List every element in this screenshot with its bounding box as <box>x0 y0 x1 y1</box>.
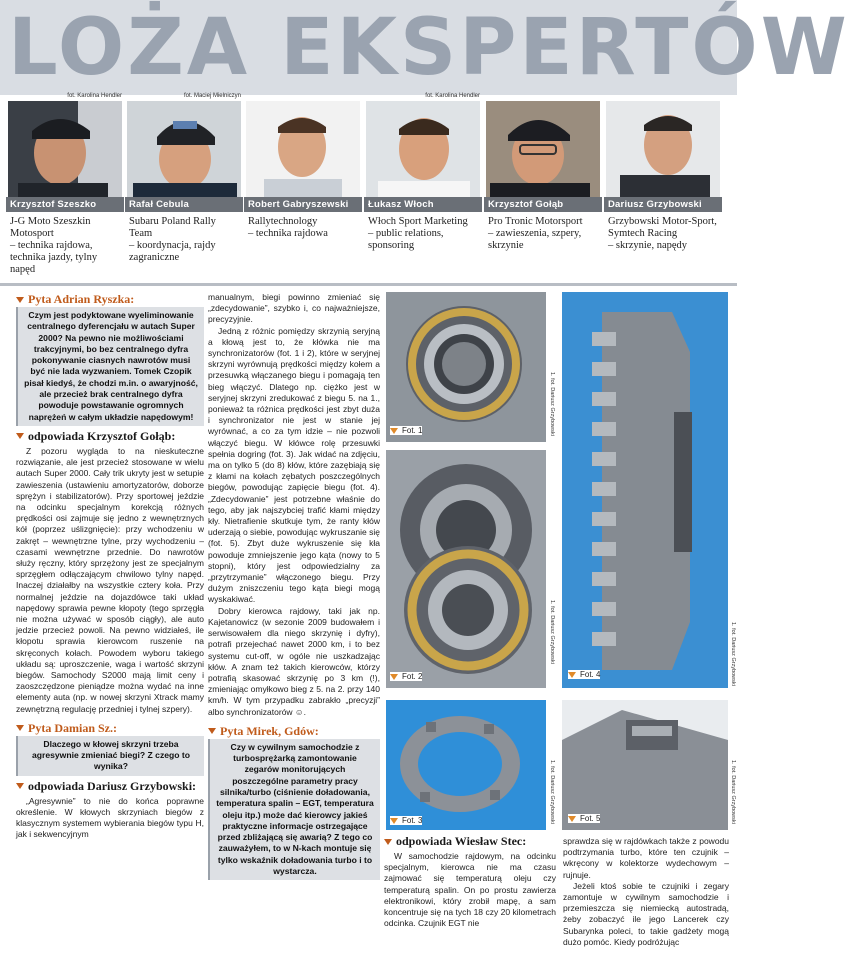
expert-role: – skrzynie, napędy <box>608 240 688 251</box>
expert-role: – public relations, sponsoring <box>368 228 444 251</box>
question-asker: Pyta Mirek, Gdów: <box>208 724 380 739</box>
expert-name-bar <box>604 197 722 212</box>
expert-name: Krzysztof Szeszko <box>10 199 97 210</box>
expert-card <box>244 95 362 285</box>
expert-role: – technika rajdowa, technika jazdy, tylny napęd <box>10 240 98 275</box>
answer-text: Dobry kierowca rajdowy, taki jak np. Kajetanowicz (w sezonie 2009 budowałem i serwisowałem dla niego skrzynię i dyfry), potrafi przejechać nawet 2000 km, i to bez systemu cut-off, w ogóle nie uszkadzając kłów. A znam też takich kierowców, którzy potrafią skasować skrzynię po 3 km (!), zmieniając omyłkowo bieg z 5. na 2. przy 140 km/h. W tym przypadku zabrakło „precyzji” albo synchronizatorów ☺. <box>208 605 380 717</box>
expert-card <box>125 95 243 285</box>
expert-team: J-G Moto Szeszkin Motosport – technika rajdowa, technika jazdy, tylny napęd <box>10 216 98 275</box>
arrow-down-icon <box>208 728 216 734</box>
arrow-down-icon <box>16 297 24 303</box>
answer-text: „Agresywnie” to nie do końca poprawne określenie. W kłowych skrzyniach biegów z klasycznym systemem wybierania biegów typu H, jak i sekwencyjnym <box>16 795 204 840</box>
expert-card <box>604 95 722 285</box>
expert-name-bar <box>364 197 482 212</box>
expert-name: Dariusz Grzybowski <box>608 199 702 210</box>
expert-name-bar <box>484 197 602 212</box>
expert-role: – zawieszenia, szpery, skrzynie <box>488 228 582 251</box>
answer-heading: odpowiada Krzysztof Gołąb: <box>16 429 204 444</box>
answer-text: sprawdza się w rajdówkach także z powodu podtrzymania turbo, które ten czujnik – wkręcony w kolektorze wydechowym – rujnuje. <box>563 836 729 880</box>
answer-heading: odpowiada Wiesław Stec: <box>384 834 556 849</box>
figure-label: Fot. 4 <box>568 670 600 679</box>
question-box: Czy w cywilnym samochodzie z turbosprężarką zamontowanie zegarów monitorujących poszczególne parametry pracy silnika/turbo (ciśnienie doładowania, temperatura spalin – EGT, temperatura oleju itp.) może dać kierowcy jakieś praktyczne informacje ostrzegające przed zbliżającą się awarią? Z tego co zauważyłem, to w N-kach montuje się tylko wskaźnik doładowania turbo i to wystarcza. <box>208 739 380 881</box>
expert-photo <box>366 101 480 197</box>
answer-text: W samochodzie rajdowym, na odcinku specjalnym, kierowca nie ma czasu zajmować się temperaturą oleju czy temperaturą spalin. On po prostu zawierza elektronikowi, który zrobił mapę, a sam koncentruje się na tych 18 czy 20 kilometrach odcinka. Czujnik EGT nie <box>384 851 556 929</box>
expert-team: Pro Tronic Motorsport – zawieszenia, szpery, skrzynie <box>488 216 583 251</box>
question-box: Dlaczego w kłowej skrzyni trzeba agresywnie zmieniać biegi? Z czego to wynika? <box>16 736 204 776</box>
question-box: Czym jest podyktowane wyeliminowanie centralnego dyferencjału w autach Super 2000? Na pewno nie możliwościami trakcyjnymi, bo bez centralnego dyfra pokonywanie ciasnych nawrotów musi być nie lada wyzwaniem. Tomek Czopik pisał kiedyś, że chodzi m.in. o awaryjność, ale przecież brak centralnego dyfra powoduje powstawanie ogromnych naprężeń w całym układzie napędowym! <box>16 307 204 426</box>
photo-credit: fot. Karolina Hendler <box>67 93 122 99</box>
figure-credit: 1. fot. Dariusz Grzybowski <box>730 622 736 686</box>
expert-photo <box>606 101 720 197</box>
expert-team: Subaru Poland Rally Team – koordynacja, rajdy zagraniczne <box>129 216 216 263</box>
answer-text: manualnym, biegi powinno zmieniać się „zdecydowanie”, szybko i, co najważniejsze, precyzyjnie. <box>208 292 380 325</box>
figure-credit: 1. fot. Dariusz Grzybowski <box>730 760 736 824</box>
photo-credit: fot. Maciej Mielniczyn <box>183 93 241 99</box>
answer-heading: odpowiada Dariusz Grzybowski: <box>16 779 204 794</box>
page-title: LOŻA EKSPERTÓW <box>8 3 850 93</box>
figure-label: Fot. 1 <box>390 426 422 435</box>
figure-credit: 1. fot. Dariusz Grzybowski <box>549 372 555 436</box>
expert-card <box>484 95 602 285</box>
answer-text: Jeżeli ktoś sobie te czujniki i zegary zamontuje w cywilnym samochodzie i przemieszcza się niemiecką autostradą, żeby zobaczyć ile jego Lancerek czy Subarynka poleci, to takie gadżety mogą dużo pomóc. Kiedy podróżując <box>563 880 729 947</box>
figure-credit: 1. fot. Dariusz Grzybowski <box>549 600 555 664</box>
photo-gear <box>562 292 736 688</box>
photo-dogring <box>386 700 555 830</box>
page-header <box>0 0 850 95</box>
column-4 <box>563 836 729 948</box>
arrow-down-icon <box>390 674 398 680</box>
expert-name: Krzysztof Gołąb <box>488 199 564 210</box>
arrow-down-icon <box>384 839 392 845</box>
expert-team: Grzybowski Motor-Sport, Symtech Racing – skrzynie, napędy <box>608 216 717 251</box>
divider <box>0 283 737 286</box>
expert-photo <box>8 101 122 197</box>
expert-role: – technika rajdowa <box>248 228 328 239</box>
arrow-down-icon <box>16 433 24 439</box>
photo-gear-ring-1 <box>386 292 555 442</box>
expert-photo <box>486 101 600 197</box>
question-asker: Pyta Adrian Ryszka: <box>16 292 204 307</box>
expert-name-bar <box>125 197 243 212</box>
arrow-down-icon <box>16 783 24 789</box>
expert-name: Robert Gabryszewski <box>248 199 349 210</box>
arrow-down-icon <box>390 428 398 434</box>
expert-role: – koordynacja, rajdy zagraniczne <box>129 240 216 263</box>
column-1 <box>16 292 204 841</box>
figure-label: Fot. 2 <box>390 672 422 681</box>
figure-label: Fot. 3 <box>390 816 422 825</box>
expert-team: Włoch Sport Marketing – public relations, sponsoring <box>368 216 468 251</box>
expert-name-bar <box>244 197 362 212</box>
expert-name: Łukasz Włoch <box>368 199 434 210</box>
figure-credit: 1. fot. Dariusz Grzybowski <box>549 760 555 824</box>
question-asker: Pyta Damian Sz.: <box>16 721 204 736</box>
arrow-down-icon <box>568 672 576 678</box>
expert-card <box>364 95 482 285</box>
photo-worn-dog <box>562 700 736 830</box>
column-2 <box>208 292 380 880</box>
figure-label: Fot. 5 <box>568 814 600 823</box>
arrow-down-icon <box>16 725 24 731</box>
experts-row <box>0 95 737 285</box>
column-3 <box>384 834 556 929</box>
photo-gear-ring-2 <box>386 450 555 688</box>
expert-photo <box>246 101 360 197</box>
expert-name-bar <box>6 197 124 212</box>
photo-credit: fot. Karolina Hendler <box>425 93 480 99</box>
expert-team: Rallytechnology – technika rajdowa <box>248 216 328 239</box>
expert-card <box>6 95 124 285</box>
expert-photo <box>127 101 241 197</box>
answer-text: Jedną z różnic pomiędzy skrzynią seryjną a kłową jest to, że kłówka nie ma synchronizatorów (fot. 1 i 2), które w seryjnej skrzyni wyrównują prędkości między kołem a przesuwką włączanego biegu i pomagają ten bieg włączyć. Dlatego np. ciężko jest w seryjnej skrzyni zredukować z biegu 5. na 1., ponieważ ta różnica prędkości jest zbyt duża i synchronizator nie jest w stanie jej wyrównać, a co za tym idzie – nie pozwoli włączyć biegu. W kłówce rolę przesuwki spełnia dogring (fot. 3). Jak widać na zdjęciu, ma on tylko 5 (do 8) kłów, które zazębiają się z kłami na kołach zębatych poszczególnych biegów, powodując zapięcie biegu (fot. 4). „Zdecydowanie” jest potrzebne właśnie do tego, aby jak najszybciej trafić kłami między kły. Nietrafienie skutkuje tym, że ranty kłów uderzają o siebie, powodując wykruszanie się (fot. 5). Zbyt duże wykruszenie się kła powoduje zmniejszenie jego kąta (nowy to 5 stopni), który jest odpowiedzialny za „przytrzymanie” włączonego biegu. Przy dużym zniszczeniu tego kąta biegi mogą wyskakiwać. <box>208 325 380 605</box>
expert-name: Rafał Cebula <box>129 199 189 210</box>
arrow-down-icon <box>568 816 576 822</box>
arrow-down-icon <box>390 818 398 824</box>
answer-text: Z pozoru wygląda to na nieskuteczne rozwiązanie, ale jest przecież stosowane w wielu autach Super 2000. Cały trik ukryty jest w setupie zawieszenia (ustawieniu amortyzatorów, doborze sprężyn i stabilizatorów). Przy sportowej jeździe na odcinku specjalnym korekcją różnych prędkości osi zajmuje się jedno z wewnętrznych kół (poprzez uślizgnięcie): przy wchodzeniu w zakręt – wewnętrzne tylne, przy wychodzeniu – czasami wewnętrzne przednie. Do nawrotów służy ręczny, który sprzężony jest ze specjalnym sprzęgłem odłączającym chwilowo tylny napęd. Inaczej działałby na wszystkie cztery koła. Przy normalnej jeździe na dojazdówce taki układ napędowy sprawia pewne kłopoty (tego sprzęgła nie można używać w sposób ciągły), ale auto jedzie przecież powoli. Na pewno widziałeś, ile kłopotu sprawia kierowcom ruszenie na skręconych kołach. Powodem wyboru takiego układu są: uproszczenie, waga i wartość skrzyni biegów. Samochody S2000 mają limit ceny i zaoszczędzone pieniądze można wydać na inne elementy auta (np. w nowej skrzyni Xtrack mamy zewnętrzną regulację przedniej i tylnej szpery). <box>16 445 204 714</box>
